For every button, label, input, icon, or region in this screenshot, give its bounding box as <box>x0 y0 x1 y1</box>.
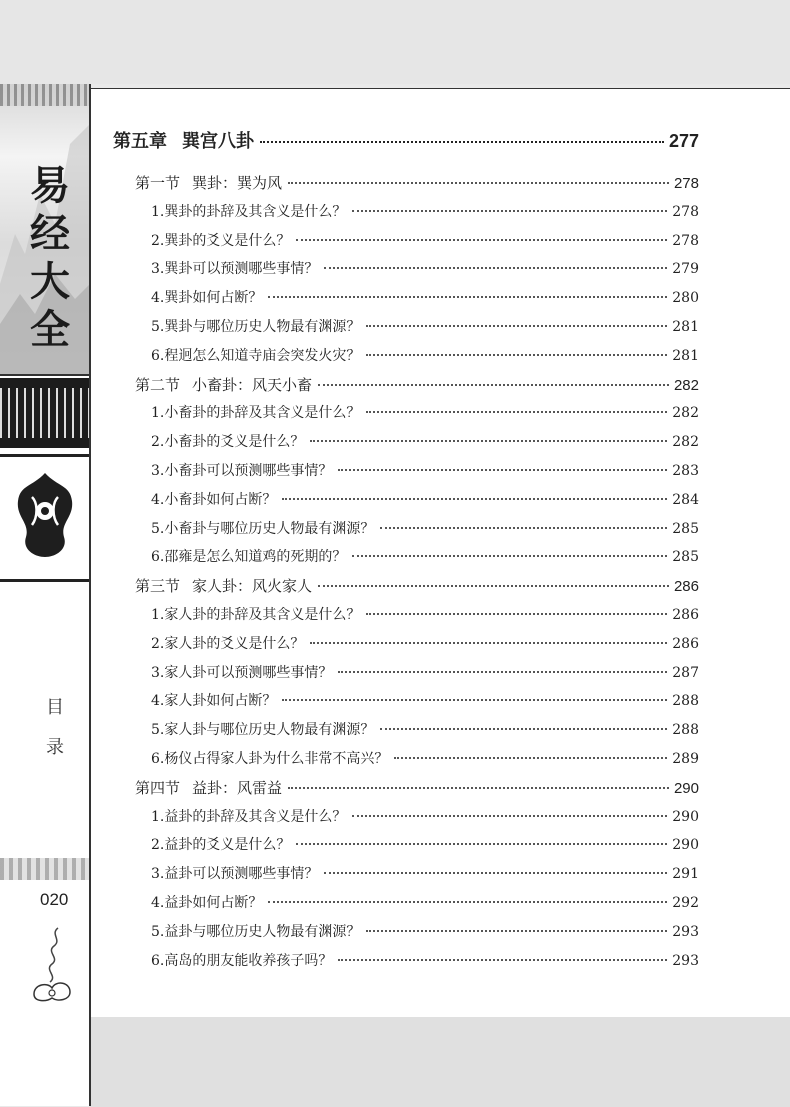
question-text: 2.益卦的爻义是什么？ <box>151 837 291 854</box>
question-text: 6.邵雍是怎么知道鸡的死期的？ <box>151 549 347 566</box>
wave-pattern-band <box>0 858 90 880</box>
dot-leader <box>296 843 667 845</box>
section-page: 290 <box>673 779 699 797</box>
question-text: 1.益卦的卦辞及其含义是什么？ <box>151 808 347 825</box>
question-entry[interactable] <box>151 316 699 336</box>
section-title <box>135 575 312 596</box>
dot-leader <box>288 182 669 184</box>
question-page: 289 <box>672 751 699 767</box>
question-entry[interactable] <box>151 950 699 970</box>
question-entry[interactable] <box>151 460 699 480</box>
section-title <box>135 374 312 395</box>
bottom-background <box>90 1016 790 1107</box>
question-page: 286 <box>672 607 699 623</box>
dot-leader <box>338 469 667 471</box>
section-page: 278 <box>673 175 699 192</box>
dot-leader <box>260 141 664 143</box>
question-text: 6.程迥怎么知道寺庙会突发火灾？ <box>151 347 361 364</box>
section-label: 第二节 <box>135 376 181 394</box>
mulu-char: 目 <box>46 697 64 718</box>
question-page: 286 <box>672 635 699 652</box>
question-text: 1.巽卦的卦辞及其含义是什么？ <box>151 203 347 220</box>
question-text: 4.家人卦如何占断？ <box>151 693 277 710</box>
question-page: 281 <box>672 347 699 364</box>
dot-leader <box>310 642 667 644</box>
question-page: 290 <box>672 837 699 854</box>
ornament-panel <box>0 454 90 582</box>
section-title <box>135 172 282 193</box>
fret-pattern-band <box>0 378 90 448</box>
question-entry[interactable] <box>151 258 699 278</box>
dot-leader <box>352 815 667 817</box>
chapter-title <box>113 127 254 153</box>
section-label: 第四节 <box>135 779 181 797</box>
chapter-label: 第五章 <box>113 131 167 151</box>
question-entry[interactable] <box>151 489 699 509</box>
question-page: 285 <box>672 549 699 566</box>
section-label: 第三节 <box>135 578 181 596</box>
chapter-page: 277 <box>668 131 699 151</box>
dot-leader <box>318 384 669 386</box>
book-title-char: 大 <box>30 258 70 305</box>
question-page: 280 <box>672 290 699 307</box>
question-entry[interactable] <box>151 230 699 250</box>
question-entry[interactable] <box>151 431 699 451</box>
question-text: 5.家人卦与哪位历史人物最有渊源？ <box>151 722 375 739</box>
question-entry[interactable] <box>151 748 699 768</box>
question-page: 292 <box>672 895 699 911</box>
question-text: 5.巽卦与哪位历史人物最有渊源？ <box>151 319 361 335</box>
question-entry[interactable] <box>151 690 699 710</box>
question-text: 2.家人卦的爻义是什么？ <box>151 635 305 652</box>
question-page: 287 <box>672 664 699 681</box>
dot-leader <box>282 699 667 701</box>
dot-leader <box>366 411 667 413</box>
question-text: 2.巽卦的爻义是什么？ <box>151 232 291 249</box>
dot-leader <box>366 325 667 327</box>
question-text: 4.巽卦如何占断？ <box>151 290 263 307</box>
question-text: 6.高岛的朋友能收养孩子吗？ <box>151 952 333 969</box>
question-page: 288 <box>672 722 699 739</box>
section-entry[interactable] <box>135 374 699 395</box>
question-entry[interactable] <box>151 892 699 912</box>
question-entry[interactable] <box>151 604 699 624</box>
question-text: 1.家人卦的卦辞及其含义是什么？ <box>151 607 361 623</box>
question-text: 2.小畜卦的爻义是什么？ <box>151 434 305 451</box>
question-page: 290 <box>672 808 699 825</box>
dot-leader <box>318 585 669 587</box>
question-text: 3.巽卦可以预测哪些事情？ <box>151 261 319 278</box>
question-entry[interactable] <box>151 662 699 682</box>
question-entry[interactable] <box>151 287 699 307</box>
top-background <box>0 0 790 84</box>
question-text: 4.益卦如何占断？ <box>151 895 263 911</box>
section-name: 巽卦：巽为风 <box>192 175 283 192</box>
question-text: 3.益卦可以预测哪些事情？ <box>151 866 319 883</box>
floral-ornament-icon <box>12 467 78 563</box>
question-page: 285 <box>672 520 699 537</box>
dot-leader <box>394 757 667 759</box>
dot-leader <box>324 267 667 269</box>
book-title-char: 经 <box>30 210 70 257</box>
section-label: 第一节 <box>135 175 181 192</box>
dot-leader <box>296 239 667 241</box>
toc-page <box>91 88 790 1017</box>
question-page: 284 <box>672 491 699 508</box>
question-page: 278 <box>672 203 699 220</box>
mulu-char: 录 <box>46 737 64 758</box>
dot-leader <box>380 728 667 730</box>
dot-leader <box>324 872 667 874</box>
dot-leader <box>366 354 667 356</box>
section-entry[interactable] <box>135 172 699 193</box>
chapter-entry[interactable] <box>113 127 699 153</box>
dot-leader <box>366 930 667 932</box>
dot-leader <box>352 555 667 557</box>
question-text: 1.小畜卦的卦辞及其含义是什么？ <box>151 405 361 422</box>
question-page: 279 <box>672 261 699 278</box>
question-page: 293 <box>672 923 699 940</box>
dot-leader <box>352 210 667 212</box>
book-title-char: 全 <box>30 306 70 353</box>
dot-leader <box>288 787 669 789</box>
dot-leader <box>268 296 667 298</box>
question-page: 278 <box>672 232 699 249</box>
question-page: 283 <box>672 463 699 479</box>
decorative-sidebar <box>0 84 90 1106</box>
page-number: 020 <box>40 890 69 909</box>
question-page: 282 <box>672 434 699 451</box>
question-text: 4.小畜卦如何占断？ <box>151 491 277 508</box>
section-title <box>135 777 282 798</box>
question-entry[interactable] <box>151 719 699 739</box>
question-text: 6.杨仪占得家人卦为什么非常不高兴？ <box>151 751 389 767</box>
dot-leader <box>366 613 667 615</box>
question-entry[interactable] <box>151 806 699 826</box>
question-page: 291 <box>672 866 699 883</box>
dot-leader <box>338 959 667 961</box>
question-entry[interactable] <box>151 863 699 883</box>
question-entry[interactable] <box>151 546 699 566</box>
question-text: 5.小畜卦与哪位历史人物最有渊源？ <box>151 520 375 537</box>
question-page: 288 <box>672 693 699 710</box>
question-page: 281 <box>672 319 699 335</box>
book-title-char: 易 <box>30 162 70 209</box>
section-name: 小畜卦：风天小畜 <box>192 376 313 394</box>
question-entry[interactable] <box>151 402 699 422</box>
question-entry[interactable] <box>151 834 699 854</box>
question-page: 293 <box>672 952 699 969</box>
dot-leader <box>268 901 667 903</box>
question-entry[interactable] <box>151 921 699 941</box>
question-entry[interactable] <box>151 201 699 221</box>
section-entry[interactable] <box>135 575 699 596</box>
section-entry[interactable] <box>135 777 699 798</box>
question-entry[interactable] <box>151 633 699 653</box>
dot-leader <box>380 527 667 529</box>
question-entry[interactable] <box>151 345 699 365</box>
section-page: 282 <box>673 376 699 394</box>
section-name: 家人卦：风火家人 <box>192 578 313 596</box>
section-page: 286 <box>673 578 699 596</box>
dot-leader <box>310 440 667 442</box>
question-entry[interactable] <box>151 518 699 538</box>
cloud-ornament-icon <box>28 924 78 1004</box>
dot-leader <box>338 671 667 673</box>
book-title-vertical <box>30 162 80 354</box>
question-page: 282 <box>672 405 699 422</box>
dot-leader <box>282 498 667 500</box>
question-text: 3.小畜卦可以预测哪些事情？ <box>151 463 333 479</box>
landscape-illustration <box>0 84 90 376</box>
question-text: 3.家人卦可以预测哪些事情？ <box>151 664 333 681</box>
question-text: 5.益卦与哪位历史人物最有渊源？ <box>151 923 361 940</box>
section-name: 益卦：风雷益 <box>192 779 283 797</box>
toc-label-vertical <box>46 688 64 768</box>
chapter-name: 巽宫八卦 <box>182 131 255 151</box>
